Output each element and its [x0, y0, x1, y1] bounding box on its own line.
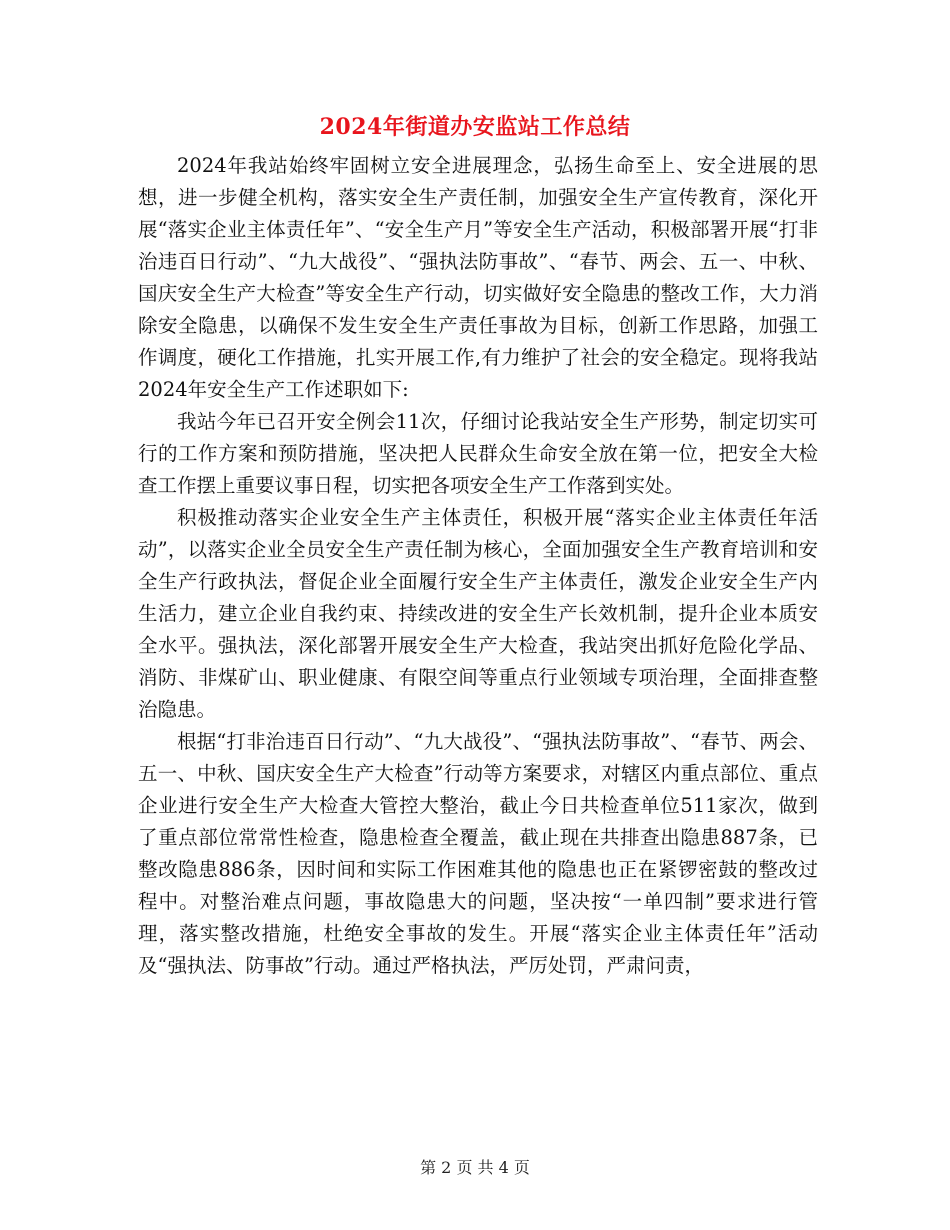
page-number-footer: 第 2 页 共 4 页 [420, 1158, 530, 1177]
document-title: 2024年街道办安监站工作总结 [319, 114, 631, 140]
paragraph-4: 根据“打非治违百日行动”、“九大战役”、“强执法防事故”、“春节、两会、五一、中秋、国庆安全生产大检查”行动等方案要求，对辖区内重点部位、重点企业进行安全生产大检查大管控大整治，截止今日共检查单位511家次，做到了重点部位常常性检查，隐患检查全覆盖，截止现在共排查出隐患887条，已整改隐患886条，因时间和实际工作困难其他的隐患也正在紧锣密鼓的整改过程中。对整治难点问题，事故隐患大的问题，坚决按“一单四制”要求进行管理，落实整改措施，杜绝安全事故的发生。开展“落实企业主体责任年”活动及“强执法、防事故”行动。通过严格执法，严厉处罚，严肃问责， [138, 730, 818, 977]
document-body [138, 150, 818, 982]
paragraph-1: 2024年我站始终牢固树立安全进展理念，弘扬生命至上、安全进展的思想，进一步健全机构，落实安全生产责任制，加强安全生产宣传教育，深化开展“落实企业主体责任年”、“安全生产月”等安全生产活动，积极部署开展“打非治违百日行动”、“九大战役”、“强执法防事故”、“春节、两会、五一、中秋、国庆安全生产大检查”等安全生产行动，切实做好安全隐患的整改工作，大力消除安全隐患，以确保不发生安全生产责任事故为目标，创新工作思路，加强工作调度，硬化工作措施，扎实开展工作,有力维护了社会的安全稳定。现将我站2024年安全生产工作述职如下: [138, 154, 818, 401]
paragraph-3: 积极推动落实企业安全生产主体责任，积极开展“落实企业主体责任年活动”，以落实企业全员安全生产责任制为核心，全面加强安全生产教育培训和安全生产行政执法，督促企业全面履行安全生产主体责任，激发企业安全生产内生活力，建立企业自我约束、持续改进的安全生产长效机制，提升企业本质安全水平。强执法，深化部署开展安全生产大检查，我站突出抓好危险化学品、消防、非煤矿山、职业健康、有限空间等重点行业领域专项治理，全面排查整治隐患。 [138, 506, 818, 721]
paragraph-2: 我站今年已召开安全例会11次，仔细讨论我站安全生产形势，制定切实可行的工作方案和预防措施，坚决把人民群众生命安全放在第一位，把安全大检查工作摆上重要议事日程，切实把各项安全生产工作落到实处。 [138, 410, 818, 497]
